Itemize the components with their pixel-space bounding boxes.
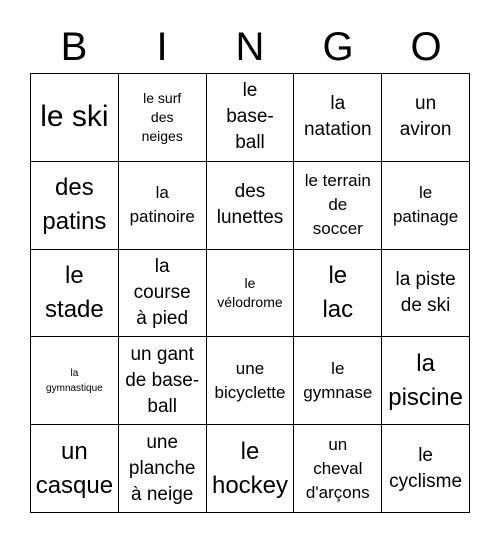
bingo-cell [207, 337, 295, 425]
bingo-cell [31, 162, 119, 250]
header-letter-o: O [410, 25, 442, 69]
bingo-cell [119, 250, 207, 338]
cell-text: des lunettes [216, 181, 284, 229]
cell-text: la piscine [388, 349, 463, 411]
bingo-cell [207, 425, 295, 513]
cell-text: le terrain de soccer [304, 171, 371, 239]
cell-text: la patinoire [129, 183, 195, 227]
cell-text: le stade [45, 261, 104, 323]
bingo-cell [207, 74, 295, 162]
cell-text: le base- ball [226, 80, 274, 154]
cell-text: des patins [42, 174, 107, 236]
cell-text: un casque [35, 437, 114, 499]
cell-text: le hockey [211, 437, 289, 499]
header-letter-g: G [322, 25, 354, 69]
bingo-cell [119, 337, 207, 425]
header-letter-n: N [235, 25, 265, 69]
bingo-cell [382, 425, 470, 513]
cell-text: la natation [303, 93, 372, 141]
cell-text: un aviron [399, 93, 452, 141]
cell-text: un gant de base- ball [125, 343, 200, 417]
bingo-header [30, 22, 470, 72]
cell-text: la gymnastique [46, 367, 103, 394]
bingo-cell [382, 74, 470, 162]
bingo-cell [31, 337, 119, 425]
cell-text: le lac [322, 261, 354, 323]
bingo-cell [294, 337, 382, 425]
bingo-cell [31, 74, 119, 162]
bingo-cell [382, 250, 470, 338]
cell-text: la course à pied [133, 255, 191, 329]
cell-text: une planche à neige [128, 431, 196, 505]
cell-text: un cheval d'arçons [305, 434, 370, 502]
cell-text: la piste de ski [395, 268, 456, 316]
bingo-cell [119, 162, 207, 250]
header-letter-b: B [60, 25, 88, 69]
bingo-cell [119, 425, 207, 513]
cell-text: le patinage [392, 183, 459, 227]
cell-text: une bicyclette [214, 358, 286, 402]
bingo-cell [207, 250, 295, 338]
bingo-grid [30, 73, 470, 513]
bingo-cell [382, 337, 470, 425]
cell-text: le gymnase [303, 358, 373, 402]
cell-text: le vélodrome [217, 274, 283, 310]
bingo-cell [207, 162, 295, 250]
bingo-cell [294, 250, 382, 338]
cell-text: le surf des neiges [141, 89, 183, 144]
cell-text: le ski [40, 100, 109, 134]
bingo-cell [294, 74, 382, 162]
bingo-cell [119, 74, 207, 162]
bingo-cell [294, 425, 382, 513]
bingo-cell [294, 162, 382, 250]
bingo-cell [31, 425, 119, 513]
bingo-cell [382, 162, 470, 250]
header-letter-i: I [156, 25, 168, 69]
bingo-cell [31, 250, 119, 338]
cell-text: le cyclisme [389, 444, 463, 492]
